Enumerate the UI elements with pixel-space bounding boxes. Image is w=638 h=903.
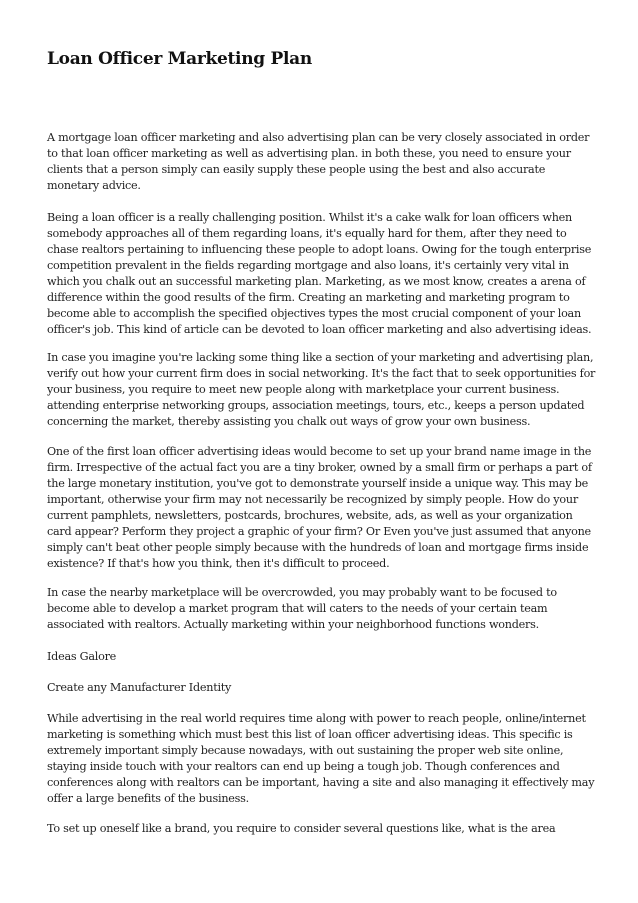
paragraph-nearby-marketplace (47, 585, 607, 633)
paragraph-brand-image (47, 444, 607, 572)
text-line: difference within the good results of the firm. Creating an marketing and marketing program to (47, 291, 570, 304)
text-line: your business, you require to meet new people along with marketplace your current business. (47, 383, 560, 396)
text-line: marketing is something which must best this list of loan officer advertising ideas. This specific is (47, 728, 573, 741)
text-line: chase realtors pertaining to influencing these people to adopt loans. Owing for the tough enterprise (47, 243, 592, 256)
text-line: extremely important simply because nowadays, with out sustaining the proper web site online, (47, 744, 564, 757)
text-line: somebody approaches all of them regarding loans, it's equally hard for them, after they need to (47, 227, 567, 240)
text-line: existence? If that's how you think, then it's difficult to proceed. (47, 557, 390, 570)
text-line: important, otherwise your firm may not necessarily be recognized by simply people. How do your (47, 493, 578, 506)
text-line: current pamphlets, newsletters, postcards, brochures, website, ads, as well as your organization (47, 509, 573, 522)
text-line: concerning the market, thereby assisting you chalk out ways of grow your own business. (47, 415, 531, 428)
text-line: In case the nearby marketplace will be overcrowded, you may probably want to be focused to (47, 586, 557, 599)
text-line: firm. Irrespective of the actual fact you are a tiny broker, owned by a small firm or perhaps a part of (47, 461, 592, 474)
text-line: While advertising in the real world requires time along with power to reach people, online/internet (47, 712, 586, 725)
text-line: officer's job. This kind of article can be devoted to loan officer marketing and also advertising ideas. (47, 323, 592, 336)
text-line: which you chalk out an successful marketing plan. Marketing, as we most know, creates a arena of (47, 275, 586, 288)
text-line: attending enterprise networking groups, association meetings, tours, etc., keeps a person updated (47, 399, 585, 412)
text-line: A mortgage loan officer marketing and also advertising plan can be very closely associated in order (47, 131, 590, 144)
subheading-brand-identity (47, 680, 607, 696)
text-line: to that loan officer marketing as well as advertising plan. in both these, you need to ensure your (47, 147, 571, 160)
text-line: verify out how your current firm does in social networking. It's the fact that to seek opportunities for (47, 367, 596, 380)
paragraph-set-up-brand (47, 821, 607, 837)
text-line: staying inside touch with your realtors can end up being a tough job. Though conferences and (47, 760, 560, 773)
text-line: In case you imagine you're lacking some thing like a section of your marketing and advertising plan, (47, 351, 594, 364)
text-line: offer a large benefits of the business. (47, 792, 249, 805)
text-line: monetary advice. (47, 179, 141, 192)
paragraph-social-networking (47, 350, 607, 430)
text-line: card appear? Perform they project a graphic of your firm? Or Even you've just assumed that anyone (47, 525, 591, 538)
subheading-ideas-galore (47, 649, 607, 665)
text-line: become able to accomplish the specified objectives types the most crucial component of your loan (47, 307, 581, 320)
text-line: simply can't beat other people simply because with the hundreds of loan and mortgage firms inside (47, 541, 589, 554)
paragraph-being-loan-officer (47, 210, 607, 338)
text-line: One of the first loan officer advertising ideas would become to set up your brand name image in the (47, 445, 592, 458)
text-line: To set up oneself like a brand, you require to consider several questions like, what is the area (47, 822, 556, 835)
text-line: Being a loan officer is a really challenging position. Whilst it's a cake walk for loan officers when (47, 211, 572, 224)
text-line: become able to develop a market program that will caters to the needs of your certain team (47, 602, 548, 615)
text-line: competition prevalent in the fields regarding mortgage and also loans, it's certainly very vital in (47, 259, 569, 272)
text-line: clients that a person simply can easily supply these people using the best and also accurate (47, 163, 546, 176)
text-line: associated with realtors. Actually marketing within your neighborhood functions wonders. (47, 618, 539, 631)
text-line: Create any Manufacturer Identity (47, 681, 232, 694)
text-line: conferences along with realtors can be important, having a site and also managing it effectively may (47, 776, 595, 789)
paragraph-intro (47, 130, 607, 194)
text-line: Ideas Galore (47, 650, 117, 663)
paragraph-online-marketing (47, 711, 607, 807)
document-title: Loan Officer Marketing Plan (47, 49, 312, 69)
text-line: the large monetary institution, you've got to demonstrate yourself inside a unique way. This may be (47, 477, 588, 490)
